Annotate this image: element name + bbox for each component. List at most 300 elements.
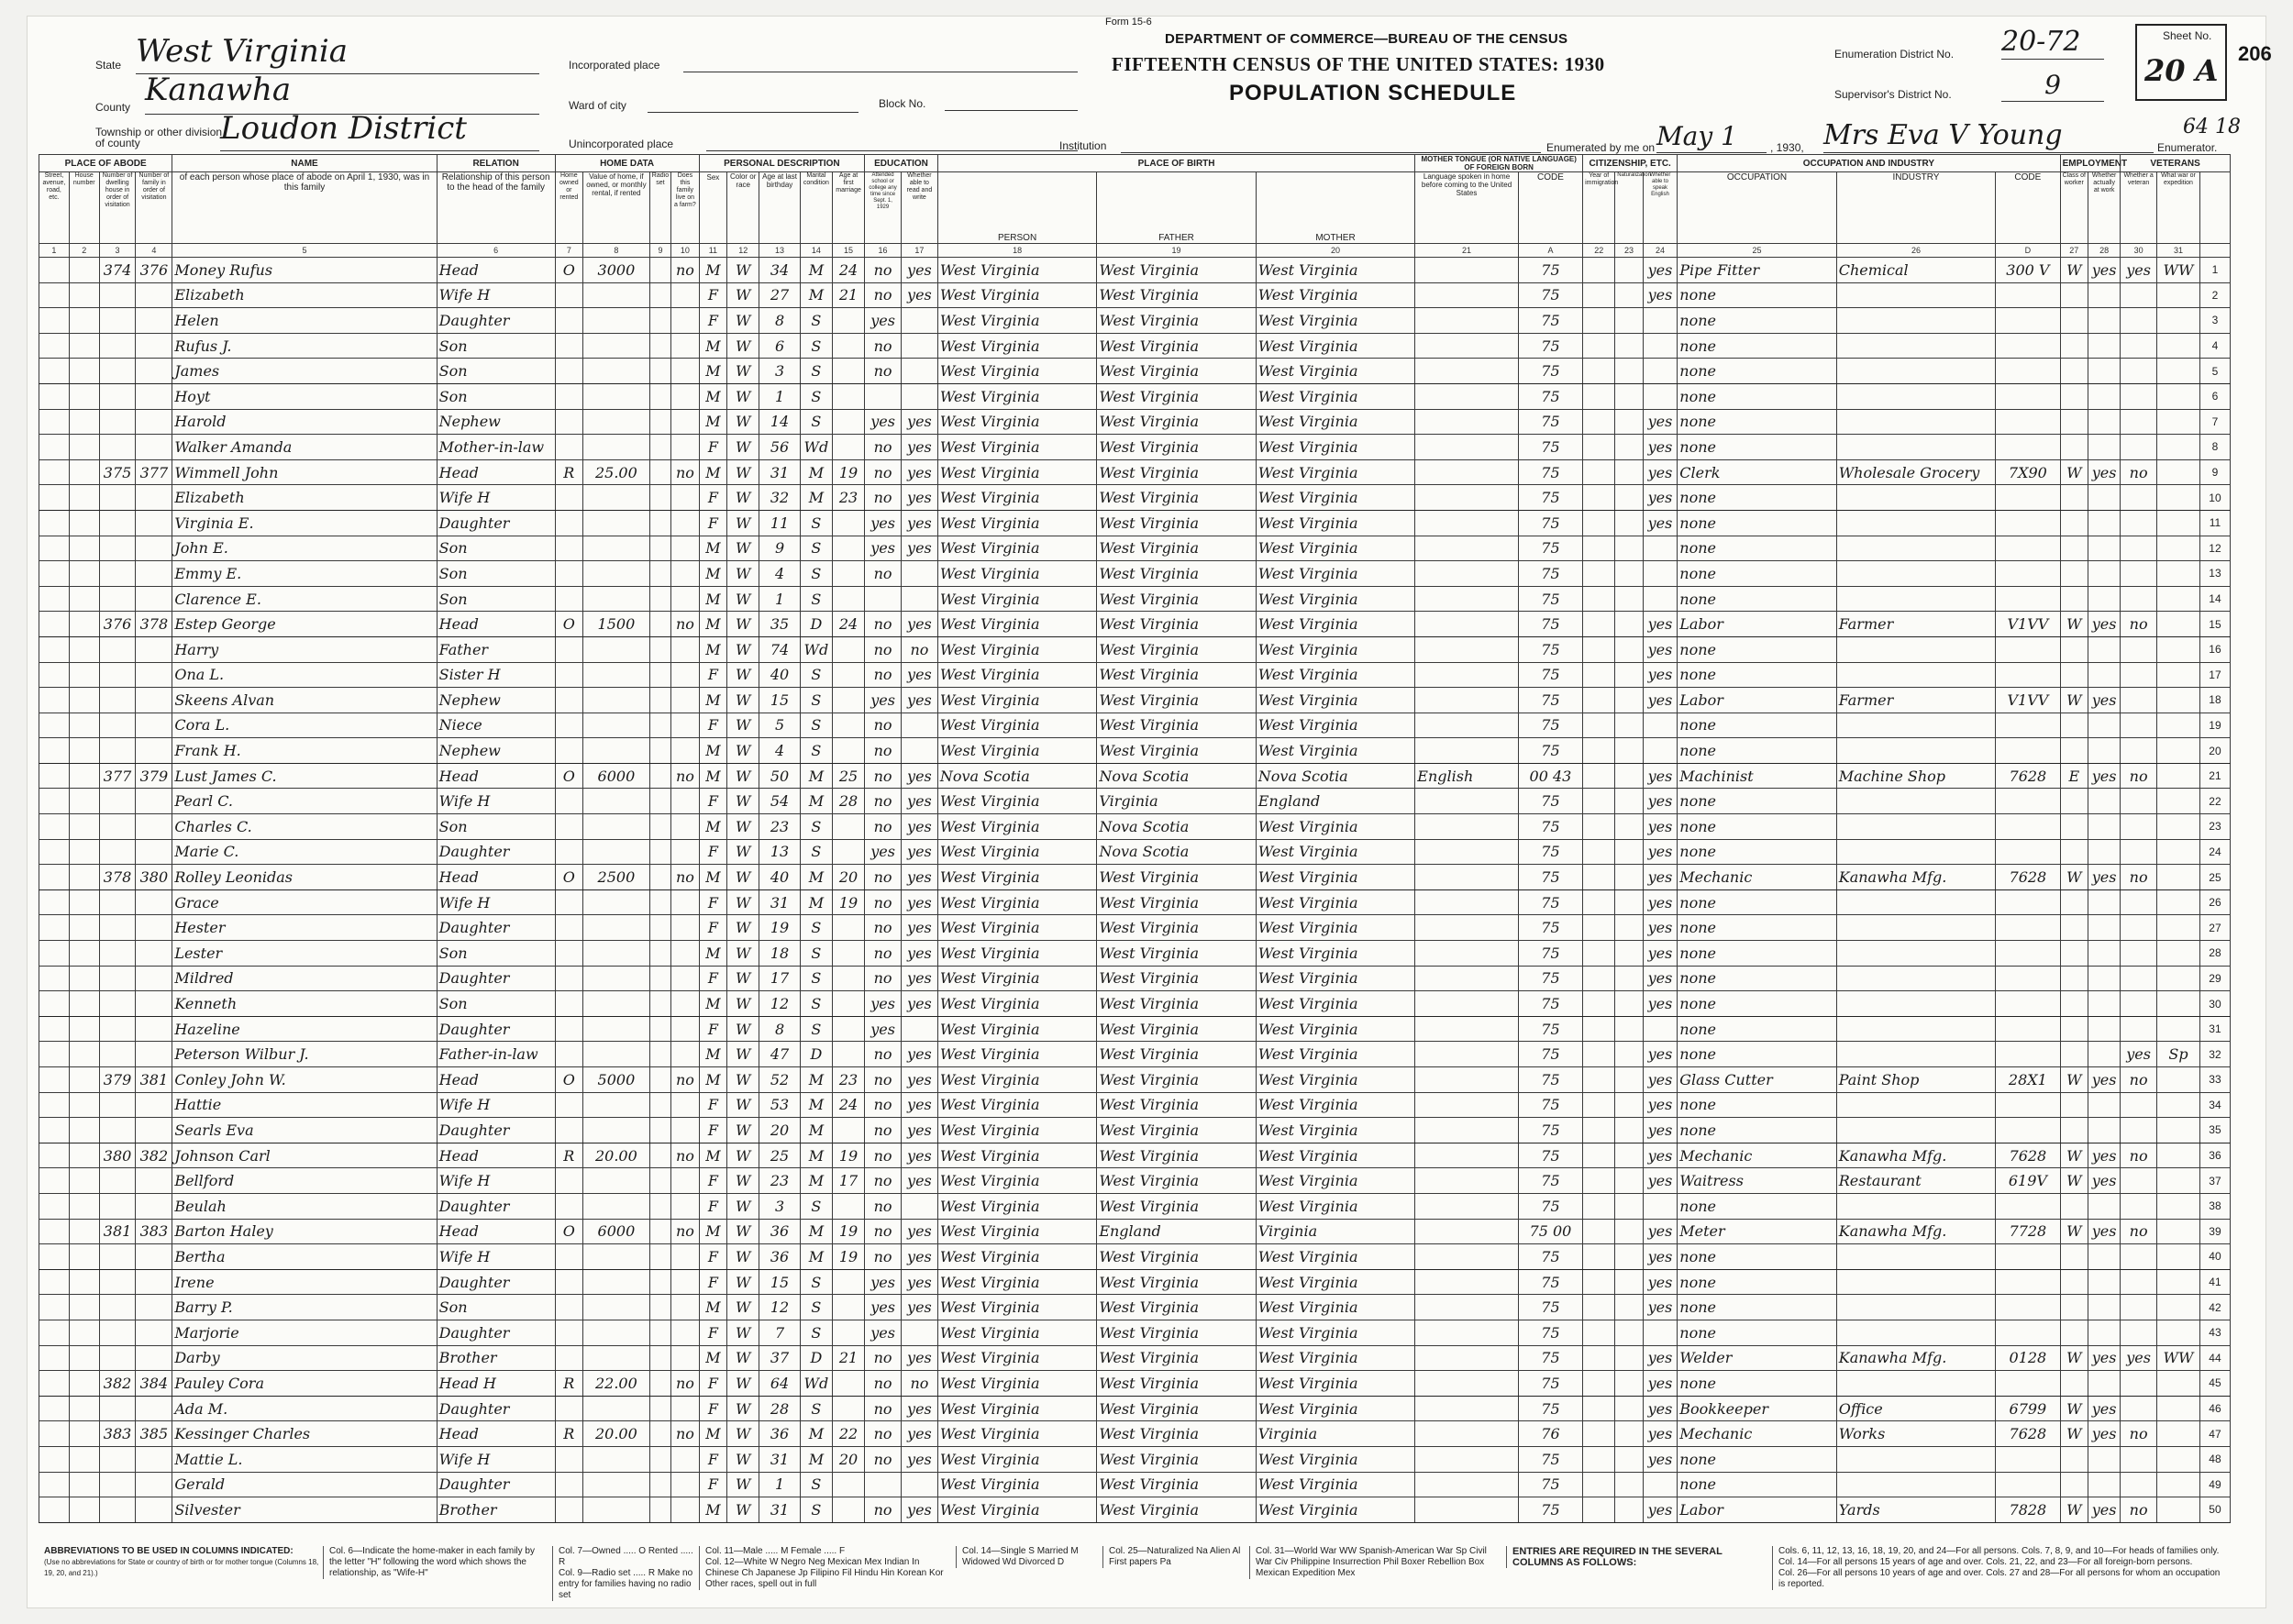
line-number-cell: 1 <box>2199 258 2230 283</box>
occupation-cell: none <box>1678 409 1836 435</box>
table-row <box>39 889 2231 915</box>
veteran-cell <box>2121 485 2157 511</box>
farm-cell <box>671 1472 699 1497</box>
table-row <box>39 1345 2231 1371</box>
home-owned-cell <box>555 1042 582 1067</box>
name-cell: Irene <box>172 1269 437 1295</box>
birth-code-cell: 75 <box>1518 1118 1582 1143</box>
table-row <box>39 282 2231 308</box>
race-cell: W <box>727 1193 759 1219</box>
dwelling-number-cell: 375 <box>99 459 136 485</box>
person-birthplace-cell: West Virginia <box>937 536 1096 561</box>
dwelling-number-cell <box>99 1244 136 1270</box>
birth-code-cell: 75 <box>1518 485 1582 511</box>
school-cell: no <box>865 865 902 890</box>
occupation-code-cell: 619V <box>1996 1168 2060 1194</box>
at-work-cell <box>2088 485 2121 511</box>
family-number-cell <box>136 282 172 308</box>
occupation-cell: none <box>1678 586 1836 612</box>
name-cell: Mattie L. <box>172 1446 437 1472</box>
war-cell <box>2157 915 2200 941</box>
person-birthplace-cell: West Virginia <box>937 282 1096 308</box>
read-write-cell: yes <box>901 941 937 967</box>
race-cell: W <box>727 1143 759 1168</box>
veteran-cell: no <box>2121 612 2157 637</box>
age-cell: 14 <box>759 409 801 435</box>
radio-cell <box>649 738 670 764</box>
township-label: Township or other division of county <box>95 126 223 149</box>
naturalization-cell <box>1615 763 1643 789</box>
war-cell <box>2157 1421 2200 1447</box>
marital-cell: M <box>800 1219 832 1244</box>
naturalization-cell <box>1615 1269 1643 1295</box>
english-cell: yes <box>1643 991 1678 1017</box>
census-title: FIFTEENTH CENSUS OF THE UNITED STATES: 1930 <box>1112 53 1605 75</box>
col-num: 31 <box>2157 244 2200 258</box>
industry-cell <box>1836 1320 1995 1345</box>
birth-code-cell: 75 <box>1518 966 1582 991</box>
name-cell: Conley John W. <box>172 1067 437 1093</box>
school-cell: no <box>865 333 902 359</box>
at-work-cell <box>2088 662 2121 688</box>
father-birthplace-cell: West Virginia <box>1097 1472 1256 1497</box>
house-number-cell <box>69 1371 99 1397</box>
war-cell <box>2157 561 2200 587</box>
marital-cell: M <box>800 485 832 511</box>
farm-cell <box>671 485 699 511</box>
table-row <box>39 839 2231 865</box>
veteran-cell <box>2121 510 2157 536</box>
col-line-blank <box>2199 172 2230 244</box>
dwelling-number-cell <box>99 333 136 359</box>
house-number-cell <box>69 1295 99 1320</box>
occupation-code-cell: 28X1 <box>1996 1067 2060 1093</box>
birth-code-cell: 75 <box>1518 1244 1582 1270</box>
col-num: 15 <box>832 244 864 258</box>
line-number-cell: 38 <box>2199 1193 2230 1219</box>
occupation-cell: none <box>1678 536 1836 561</box>
language-cell <box>1415 485 1519 511</box>
line-number-cell: 11 <box>2199 510 2230 536</box>
name-cell: Frank H. <box>172 738 437 764</box>
at-work-cell: yes <box>2088 688 2121 713</box>
naturalization-cell <box>1615 839 1643 865</box>
mother-birthplace-cell: West Virginia <box>1256 459 1414 485</box>
race-cell: W <box>727 662 759 688</box>
name-cell: Cora L. <box>172 713 437 738</box>
immigration-year-cell <box>1583 636 1615 662</box>
table-row <box>39 1421 2231 1447</box>
language-cell <box>1415 966 1519 991</box>
home-value-cell <box>583 485 650 511</box>
immigration-year-cell <box>1583 1092 1615 1118</box>
war-cell <box>2157 839 2200 865</box>
relation-cell: Head <box>437 459 555 485</box>
home-value-cell <box>583 1193 650 1219</box>
occupation-cell: none <box>1678 1446 1836 1472</box>
immigration-year-cell <box>1583 789 1615 814</box>
age-cell: 28 <box>759 1396 801 1421</box>
col-name: of each person whose place of abode on April 1, 1930, was in this family <box>172 172 437 244</box>
table-row <box>39 1244 2231 1270</box>
race-cell: W <box>727 1092 759 1118</box>
col-marital: Marital condition <box>800 172 832 244</box>
institution-label: Institution <box>1059 139 1107 152</box>
industry-cell <box>1836 409 1995 435</box>
occupation-cell: none <box>1678 1472 1836 1497</box>
veteran-cell <box>2121 333 2157 359</box>
radio-cell <box>649 1016 670 1042</box>
read-write-cell: yes <box>901 459 937 485</box>
street-cell <box>39 1446 70 1472</box>
home-owned-cell: R <box>555 1143 582 1168</box>
at-work-cell <box>2088 1295 2121 1320</box>
english-cell: yes <box>1643 1269 1678 1295</box>
immigration-year-cell <box>1583 435 1615 460</box>
relation-cell: Son <box>437 991 555 1017</box>
name-cell: John E. <box>172 536 437 561</box>
age-cell: 25 <box>759 1143 801 1168</box>
table-row <box>39 1042 2231 1067</box>
war-cell: WW <box>2157 258 2200 283</box>
read-write-cell: yes <box>901 258 937 283</box>
radio-cell <box>649 966 670 991</box>
occupation-code-cell: 7728 <box>1996 1219 2060 1244</box>
home-owned-cell <box>555 435 582 460</box>
radio-cell <box>649 915 670 941</box>
col-num: 5 <box>172 244 437 258</box>
english-cell <box>1643 308 1678 334</box>
home-owned-cell <box>555 333 582 359</box>
english-cell: yes <box>1643 941 1678 967</box>
veteran-cell <box>2121 662 2157 688</box>
language-cell <box>1415 738 1519 764</box>
table-row <box>39 359 2231 384</box>
school-cell: no <box>865 282 902 308</box>
school-cell: no <box>865 612 902 637</box>
marital-cell: Wd <box>800 435 832 460</box>
person-birthplace-cell: West Virginia <box>937 1193 1096 1219</box>
race-cell: W <box>727 941 759 967</box>
english-cell: yes <box>1643 258 1678 283</box>
line-number-cell: 19 <box>2199 713 2230 738</box>
read-write-cell: yes <box>901 915 937 941</box>
class-of-worker-cell <box>2060 789 2088 814</box>
war-cell <box>2157 889 2200 915</box>
home-value-cell <box>583 1244 650 1270</box>
line-number-cell: 26 <box>2199 889 2230 915</box>
dwelling-number-cell <box>99 915 136 941</box>
dwelling-number-cell <box>99 1269 136 1295</box>
house-number-cell <box>69 991 99 1017</box>
father-birthplace-cell: West Virginia <box>1097 409 1256 435</box>
sex-cell: F <box>699 435 726 460</box>
age-cell: 40 <box>759 865 801 890</box>
radio-cell <box>649 383 670 409</box>
house-number-cell <box>69 1067 99 1093</box>
relation-cell: Daughter <box>437 1193 555 1219</box>
occupation-cell: none <box>1678 1244 1836 1270</box>
street-cell <box>39 383 70 409</box>
radio-cell <box>649 1371 670 1397</box>
dwelling-number-cell <box>99 282 136 308</box>
dwelling-number-cell <box>99 435 136 460</box>
father-birthplace-cell: West Virginia <box>1097 1295 1256 1320</box>
age-cell: 31 <box>759 889 801 915</box>
table-row <box>39 1092 2231 1118</box>
relation-cell: Head <box>437 1219 555 1244</box>
sex-cell: M <box>699 1295 726 1320</box>
school-cell: yes <box>865 1320 902 1345</box>
birth-code-cell: 75 <box>1518 1371 1582 1397</box>
veteran-cell <box>2121 941 2157 967</box>
age-cell: 53 <box>759 1092 801 1118</box>
farm-cell <box>671 435 699 460</box>
naturalization-cell <box>1615 814 1643 840</box>
table-row <box>39 333 2231 359</box>
person-birthplace-cell: West Virginia <box>937 359 1096 384</box>
naturalization-cell <box>1615 1193 1643 1219</box>
marital-cell: M <box>800 1446 832 1472</box>
age-cell: 23 <box>759 1168 801 1194</box>
naturalization-cell <box>1615 510 1643 536</box>
school-cell: yes <box>865 1269 902 1295</box>
radio-cell <box>649 941 670 967</box>
line-number-cell: 28 <box>2199 941 2230 967</box>
sex-cell: M <box>699 333 726 359</box>
sex-cell: M <box>699 814 726 840</box>
war-cell <box>2157 1244 2200 1270</box>
at-work-cell <box>2088 941 2121 967</box>
age-cell: 1 <box>759 383 801 409</box>
col-language: Language spoken in home before coming to the United States <box>1415 172 1519 244</box>
home-owned-cell <box>555 1472 582 1497</box>
home-owned-cell <box>555 1016 582 1042</box>
mother-birthplace-cell: West Virginia <box>1256 612 1414 637</box>
age-married-cell: 19 <box>832 1244 864 1270</box>
name-cell: Searls Eva <box>172 1118 437 1143</box>
dwelling-number-cell: 380 <box>99 1143 136 1168</box>
radio-cell <box>649 1092 670 1118</box>
relation-cell: Daughter <box>437 915 555 941</box>
war-cell <box>2157 1067 2200 1093</box>
farm-cell: no <box>671 865 699 890</box>
dwelling-number-cell <box>99 1295 136 1320</box>
class-of-worker-cell: W <box>2060 258 2088 283</box>
veteran-cell <box>2121 814 2157 840</box>
col-age: Age at last birthday <box>759 172 801 244</box>
home-owned-cell <box>555 1295 582 1320</box>
class-of-worker-cell: W <box>2060 1421 2088 1447</box>
english-cell <box>1643 1472 1678 1497</box>
english-cell: yes <box>1643 1168 1678 1194</box>
occupation-cell: Welder <box>1678 1345 1836 1371</box>
table-row <box>39 308 2231 334</box>
occupation-cell: none <box>1678 435 1836 460</box>
school-cell: no <box>865 789 902 814</box>
class-of-worker-cell <box>2060 308 2088 334</box>
occupation-cell: none <box>1678 1320 1836 1345</box>
age-cell: 37 <box>759 1345 801 1371</box>
immigration-year-cell <box>1583 258 1615 283</box>
marital-cell: S <box>800 561 832 587</box>
immigration-year-cell <box>1583 1371 1615 1397</box>
age-married-cell <box>832 738 864 764</box>
race-cell: W <box>727 308 759 334</box>
dwelling-number-cell <box>99 1016 136 1042</box>
person-birthplace-cell: West Virginia <box>937 409 1096 435</box>
home-value-cell <box>583 1396 650 1421</box>
farm-cell: no <box>671 1067 699 1093</box>
english-cell: yes <box>1643 612 1678 637</box>
age-married-cell <box>832 1118 864 1143</box>
person-birthplace-cell: West Virginia <box>937 485 1096 511</box>
language-cell <box>1415 814 1519 840</box>
naturalization-cell <box>1615 1421 1643 1447</box>
home-owned-cell: O <box>555 865 582 890</box>
occupation-code-cell <box>1996 561 2060 587</box>
language-cell <box>1415 1244 1519 1270</box>
home-owned-cell <box>555 662 582 688</box>
sex-cell: F <box>699 915 726 941</box>
age-married-cell: 22 <box>832 1421 864 1447</box>
line-number-cell: 30 <box>2199 991 2230 1017</box>
marital-cell: S <box>800 1193 832 1219</box>
war-cell <box>2157 763 2200 789</box>
race-cell: W <box>727 258 759 283</box>
relation-cell: Niece <box>437 713 555 738</box>
farm-cell <box>671 1295 699 1320</box>
house-number-cell <box>69 485 99 511</box>
name-cell: Bertha <box>172 1244 437 1270</box>
street-cell <box>39 1042 70 1067</box>
father-birthplace-cell: West Virginia <box>1097 1320 1256 1345</box>
family-number-cell: 384 <box>136 1371 172 1397</box>
language-cell <box>1415 586 1519 612</box>
relation-cell: Wife H <box>437 1168 555 1194</box>
home-value-cell <box>583 333 650 359</box>
sex-cell: F <box>699 889 726 915</box>
veteran-cell: no <box>2121 459 2157 485</box>
family-number-cell <box>136 1193 172 1219</box>
class-of-worker-cell: W <box>2060 1497 2088 1523</box>
home-owned-cell <box>555 586 582 612</box>
line-number-cell: 8 <box>2199 435 2230 460</box>
school-cell: no <box>865 941 902 967</box>
home-value-cell <box>583 435 650 460</box>
person-birthplace-cell: West Virginia <box>937 789 1096 814</box>
veteran-cell <box>2121 308 2157 334</box>
farm-cell <box>671 839 699 865</box>
race-cell: W <box>727 612 759 637</box>
person-birthplace-cell: West Virginia <box>937 688 1096 713</box>
naturalization-cell <box>1615 435 1643 460</box>
house-number-cell <box>69 459 99 485</box>
age-married-cell <box>832 510 864 536</box>
col-num: A <box>1518 244 1582 258</box>
immigration-year-cell <box>1583 865 1615 890</box>
col-sex: Sex <box>699 172 726 244</box>
veteran-cell <box>2121 1295 2157 1320</box>
veteran-cell <box>2121 1193 2157 1219</box>
col-owned: Home owned or rented <box>555 172 582 244</box>
name-cell: Elizabeth <box>172 485 437 511</box>
language-cell <box>1415 510 1519 536</box>
occupation-cell: none <box>1678 383 1836 409</box>
home-value-cell <box>583 1092 650 1118</box>
col-war: What war or expedition <box>2157 172 2200 244</box>
veteran-cell <box>2121 636 2157 662</box>
occupation-code-cell <box>1996 662 2060 688</box>
birth-code-cell: 75 <box>1518 1497 1582 1523</box>
home-value-cell <box>583 409 650 435</box>
father-birthplace-cell: West Virginia <box>1097 991 1256 1017</box>
father-birthplace-cell: West Virginia <box>1097 636 1256 662</box>
street-cell <box>39 1371 70 1397</box>
relation-cell: Daughter <box>437 1016 555 1042</box>
dwelling-number-cell: 374 <box>99 258 136 283</box>
radio-cell <box>649 991 670 1017</box>
person-birthplace-cell: West Virginia <box>937 1396 1096 1421</box>
home-value-cell: 2500 <box>583 865 650 890</box>
family-number-cell <box>136 1016 172 1042</box>
sex-cell: M <box>699 1067 726 1093</box>
home-value-cell: 3000 <box>583 258 650 283</box>
person-birthplace-cell: West Virginia <box>937 435 1096 460</box>
immigration-year-cell <box>1583 1118 1615 1143</box>
father-birthplace-cell: West Virginia <box>1097 662 1256 688</box>
mother-birthplace-cell: West Virginia <box>1256 1345 1414 1371</box>
industry-cell <box>1836 839 1995 865</box>
home-owned-cell <box>555 485 582 511</box>
english-cell: yes <box>1643 1244 1678 1270</box>
house-number-cell <box>69 1092 99 1118</box>
table-row <box>39 763 2231 789</box>
age-married-cell <box>832 333 864 359</box>
name-cell: Lust James C. <box>172 763 437 789</box>
incorporated-field <box>683 53 1078 72</box>
school-cell: yes <box>865 510 902 536</box>
sex-cell: F <box>699 485 726 511</box>
veteran-cell: yes <box>2121 1345 2157 1371</box>
industry-cell <box>1836 636 1995 662</box>
radio-cell <box>649 1446 670 1472</box>
home-owned-cell: O <box>555 612 582 637</box>
read-write-cell: yes <box>901 662 937 688</box>
race-cell: W <box>727 763 759 789</box>
home-owned-cell <box>555 889 582 915</box>
at-work-cell <box>2088 282 2121 308</box>
birth-code-cell: 75 <box>1518 282 1582 308</box>
sex-cell: F <box>699 839 726 865</box>
occupation-code-cell <box>1996 308 2060 334</box>
radio-cell <box>649 333 670 359</box>
family-number-cell <box>136 1118 172 1143</box>
table-row <box>39 1168 2231 1194</box>
english-cell: yes <box>1643 688 1678 713</box>
abbrev-col7-9 <box>552 1546 696 1601</box>
father-birthplace-cell: Nova Scotia <box>1097 839 1256 865</box>
occupation-code-cell <box>1996 839 2060 865</box>
house-number-cell <box>69 258 99 283</box>
language-cell <box>1415 383 1519 409</box>
street-cell <box>39 688 70 713</box>
occupation-code-cell <box>1996 1371 2060 1397</box>
marital-cell: M <box>800 1168 832 1194</box>
sex-cell: M <box>699 586 726 612</box>
industry-cell <box>1836 1269 1995 1295</box>
class-of-worker-cell <box>2060 991 2088 1017</box>
